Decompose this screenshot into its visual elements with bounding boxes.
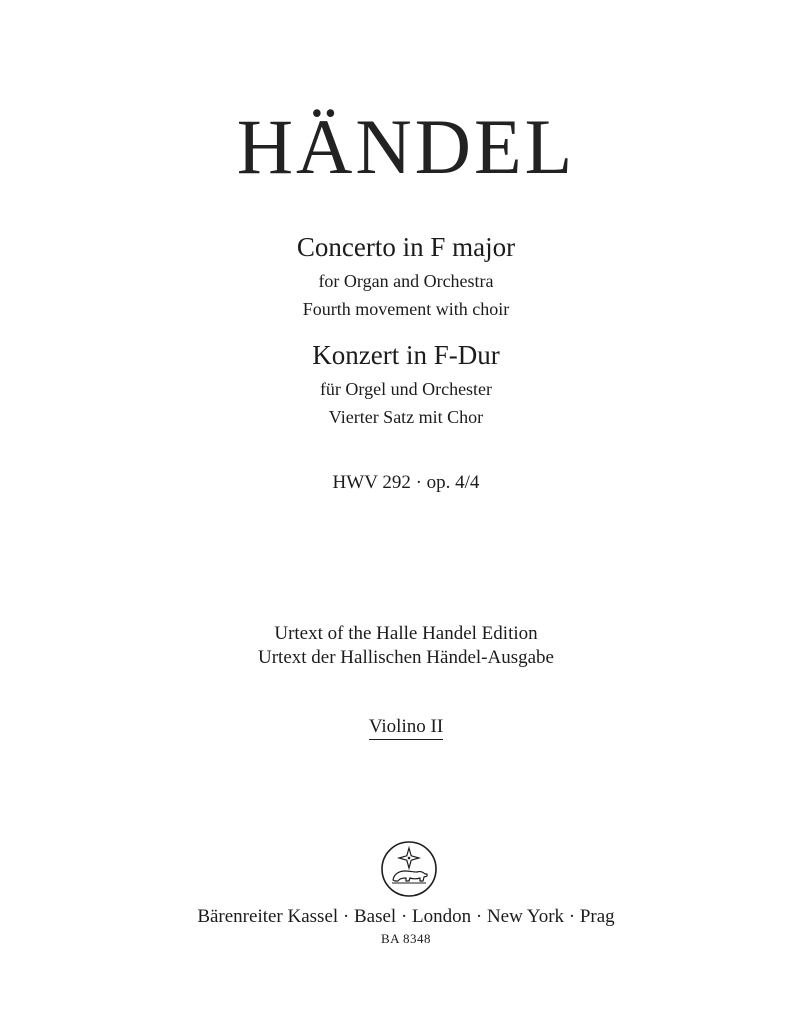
subtitle-english-movement: Fourth movement with choir <box>302 299 510 319</box>
edition-code: BA 8348 <box>380 931 432 946</box>
baerenreiter-bear-logo-icon <box>380 840 438 898</box>
subtitle-german-scoring: für Orgel und Orchester <box>319 379 493 399</box>
urtext-note-german: Urtext der Hallischen Händel-Ausgabe <box>258 647 554 668</box>
title-english: Concerto in F major <box>296 232 516 262</box>
publisher-line: Bärenreiter Kassel · Basel · London · New York · Prag <box>197 906 615 927</box>
title-german: Konzert in F-Dur <box>312 340 500 370</box>
urtext-note-english: Urtext of the Halle Handel Edition <box>274 623 538 644</box>
part-name <box>0 717 812 736</box>
catalog-number: HWV 292 · op. 4/4 <box>332 472 480 493</box>
subtitle-english-scoring: for Organ and Orchestra <box>318 271 494 291</box>
part-name-label: Violino II <box>369 716 443 740</box>
composer-name: HÄNDEL <box>236 103 576 190</box>
subtitle-german-movement: Vierter Satz mit Chor <box>328 407 484 427</box>
